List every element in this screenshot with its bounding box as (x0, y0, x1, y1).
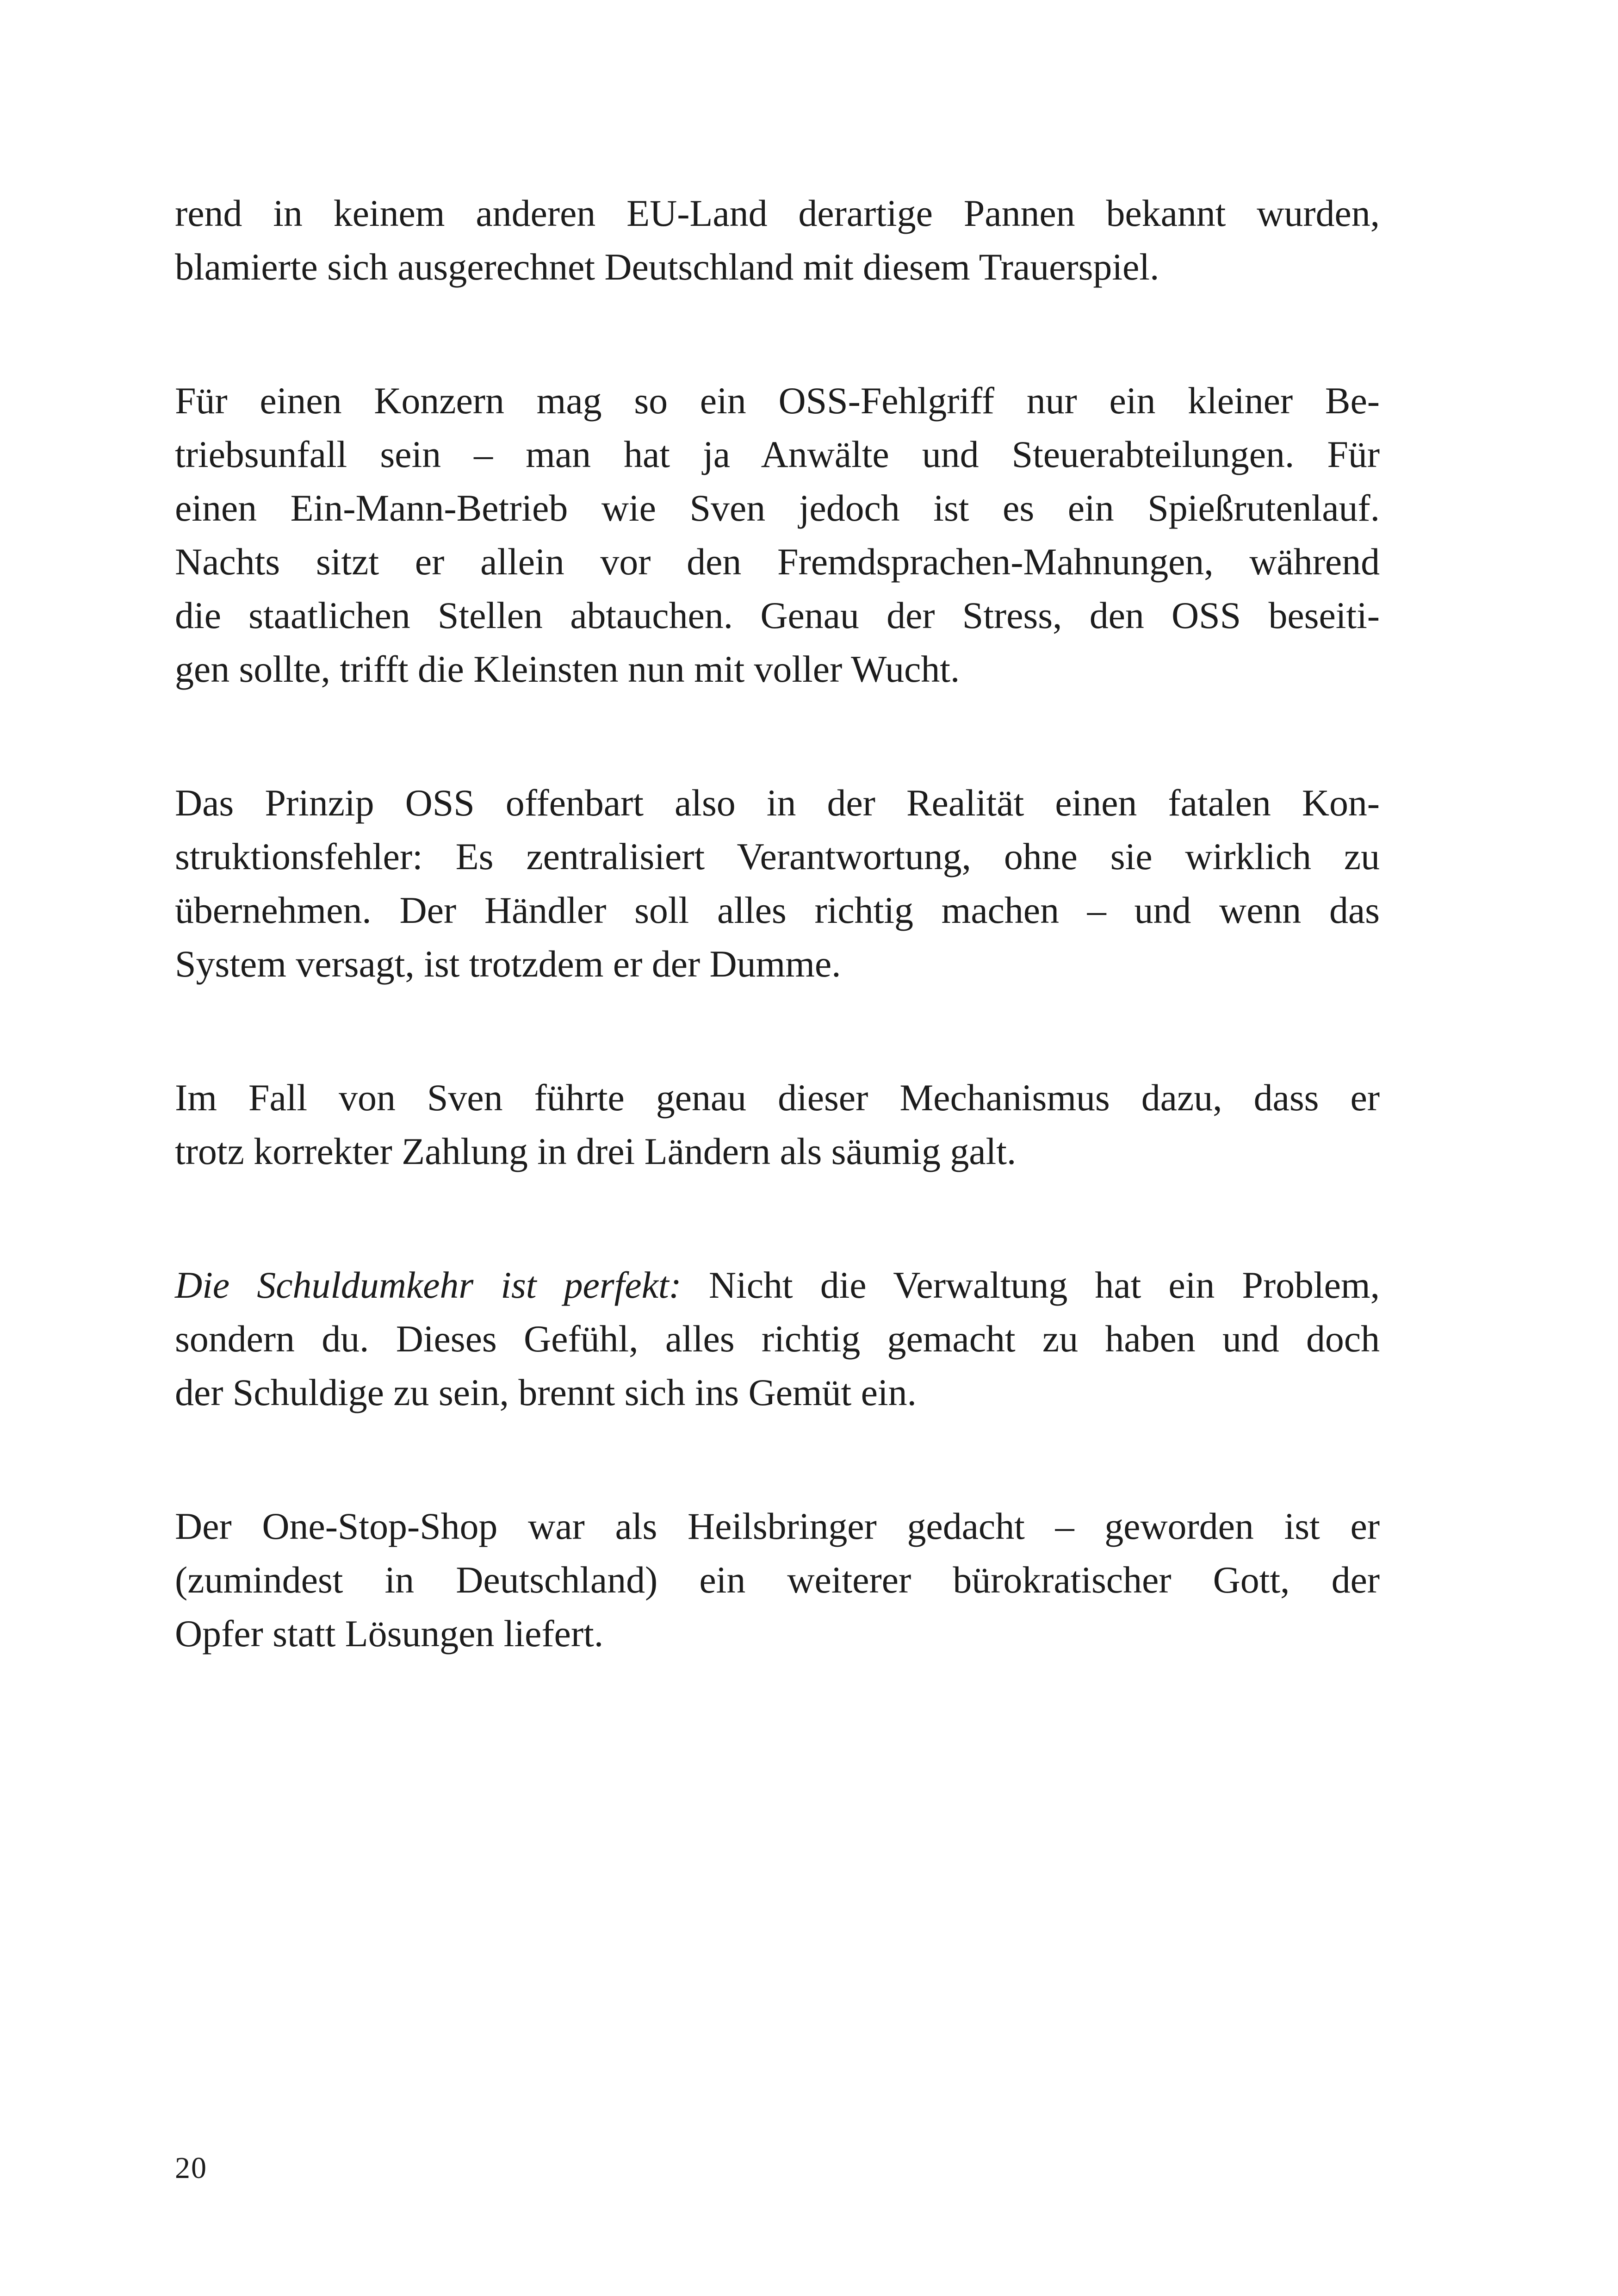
text-line: Nachts sitzt er allein vor den Fremdsprachen-Mahnungen, während (175, 541, 1380, 583)
paragraph-2 (175, 374, 1380, 696)
paragraph-4 (175, 1071, 1380, 1178)
text-line: übernehmen. Der Händler soll alles richtig machen – und wenn das (175, 889, 1380, 931)
paragraph-1 (175, 187, 1380, 294)
emphasized-phrase: Die Schuldumkehr ist perfekt: (175, 1264, 682, 1306)
paragraph-5 (175, 1258, 1380, 1419)
text-line: Der One-Stop-Shop war als Heilsbringer gedacht – geworden ist er (175, 1505, 1380, 1547)
text-line: Für einen Konzern mag so ein OSS-Fehlgriff nur ein kleiner Be- (175, 380, 1380, 422)
text-line: sondern du. Dieses Gefühl, alles richtig gemacht zu haben und doch (175, 1318, 1380, 1360)
text-line: blamierte sich ausgerechnet Deutschland mit diesem Trauerspiel. (175, 246, 1159, 288)
text-line: Im Fall von Sven führte genau dieser Mechanismus dazu, dass er (175, 1076, 1380, 1119)
page-number: 20 (175, 2151, 207, 2185)
text-line: Opfer statt Lösungen liefert. (175, 1612, 604, 1655)
text-line: die staatlichen Stellen abtauchen. Genau der Stress, den OSS beseiti- (175, 594, 1380, 636)
paragraph-6 (175, 1500, 1380, 1661)
text-line-rest: Nicht die Verwaltung hat ein Problem, (681, 1264, 1380, 1306)
text-line: System versagt, ist trotzdem er der Dumme. (175, 943, 841, 985)
text-line: rend in keinem anderen EU-Land derartige Pannen bekannt wurden, (175, 192, 1380, 234)
text-line: struktionsfehler: Es zentralisiert Verantwortung, ohne sie wirklich zu (175, 835, 1380, 877)
text-line: einen Ein-Mann-Betrieb wie Sven jedoch ist es ein Spießrutenlauf. (175, 487, 1380, 529)
text-line: Das Prinzip OSS offenbart also in der Realität einen fatalen Kon- (175, 782, 1380, 824)
paragraph-3 (175, 776, 1380, 991)
text-line: trotz korrekter Zahlung in drei Ländern als säumig galt. (175, 1130, 1017, 1172)
body-text (175, 187, 1380, 1741)
text-line: (zumindest in Deutschland) ein weiterer bürokratischer Gott, der (175, 1559, 1380, 1601)
text-line (175, 1258, 1380, 1312)
text-line: triebsunfall sein – man hat ja Anwälte und Steuerabteilungen. Für (175, 433, 1380, 475)
text-line: der Schuldige zu sein, brennt sich ins Gemüt ein. (175, 1371, 917, 1413)
text-line: gen sollte, trifft die Kleinsten nun mit voller Wucht. (175, 648, 960, 690)
